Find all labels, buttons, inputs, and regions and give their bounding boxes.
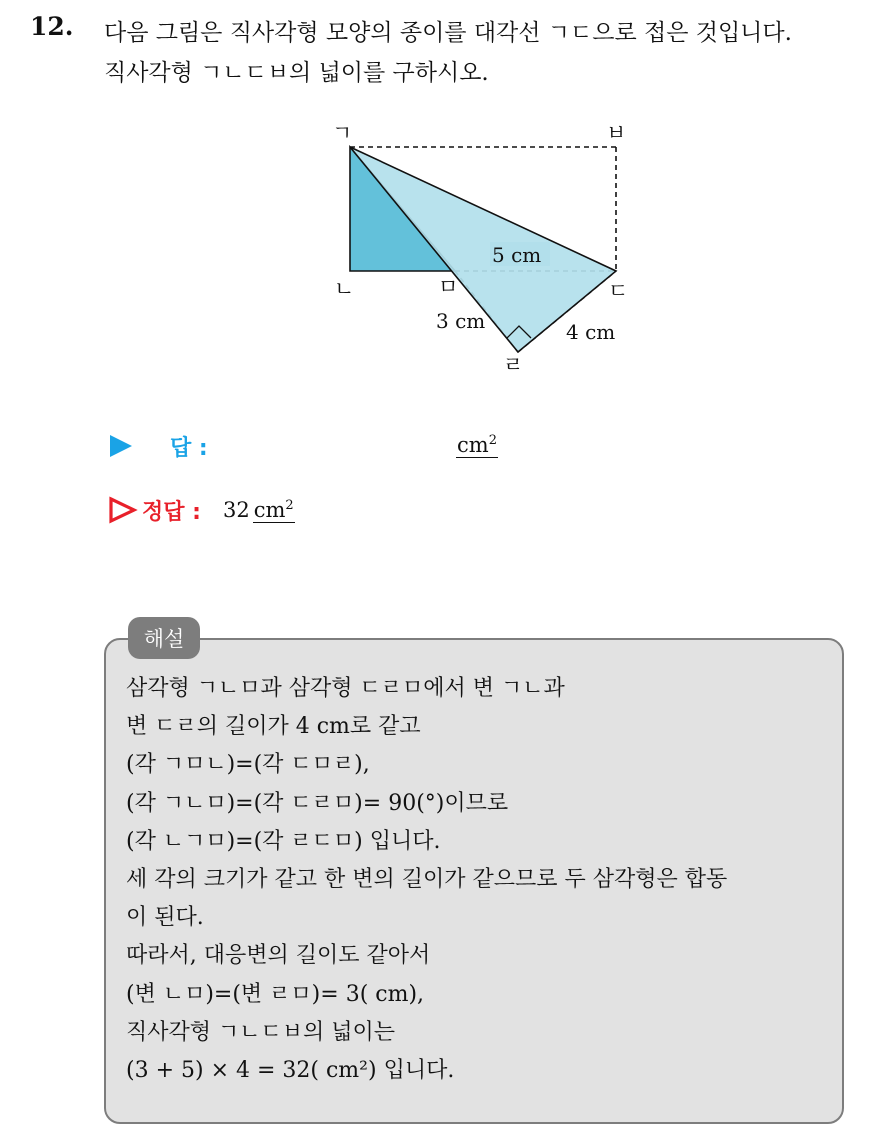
correct-answer-row: [108, 490, 295, 530]
correct-answer-label: 정답 :: [142, 499, 201, 525]
answer-row: [108, 426, 208, 466]
solution-line: 변 ㄷㄹ의 길이가 4 cm로 같고: [126, 714, 421, 740]
solution-line: (각 ㄱㅁㄴ)=(각 ㄷㅁㄹ),: [126, 752, 370, 778]
folded-rectangle-figure: [318, 118, 648, 378]
length-label-3cm: 3 cm: [436, 309, 486, 333]
answer-blank[interactable]: [456, 426, 498, 466]
length-label-4cm: 4 cm: [566, 320, 616, 344]
answer-unit: $cm^2$: [457, 432, 497, 457]
question-text-line1: 다음 그림은 직사각형 모양의 종이를 대각선 ㄱㄷ으로 접은 것입니다.: [104, 20, 792, 46]
play-triangle-icon: [108, 433, 134, 459]
outline-triangle-icon: [108, 496, 138, 524]
solution-line: (각 ㄱㄴㅁ)=(각 ㄷㄹㅁ)= 90(°)이므로: [126, 790, 509, 816]
solution-line: 세 각의 크기가 같고 한 변의 길이가 같으므로 두 삼각형은 합동: [126, 866, 728, 892]
vertex-label-d: ㄷ: [608, 279, 629, 303]
question-text-line2: 직사각형 ㄱㄴㄷㅂ의 넓이를 구하시오.: [104, 60, 489, 86]
vertex-label-g: ㄱ: [332, 121, 353, 145]
correct-answer-value: 32 $cm^2$: [222, 497, 294, 522]
solution-line: 따라서, 대응변의 길이도 같아서: [126, 943, 431, 969]
solution-line: (변 ㄴㅁ)=(변 ㄹㅁ)= 3( cm),: [126, 981, 425, 1007]
question-number: 12.: [30, 12, 74, 41]
vertex-label-r: ㄹ: [503, 353, 524, 377]
solution-line: 직사각형 ㄱㄴㄷㅂ의 넓이는: [126, 1019, 396, 1045]
vertex-label-b: ㅂ: [606, 121, 627, 145]
solution-line: 이 된다.: [126, 905, 204, 931]
vertex-label-n: ㄴ: [334, 277, 355, 301]
vertex-label-m: ㅁ: [438, 275, 459, 299]
solution-tab: 해설: [128, 617, 200, 659]
length-label-5cm: 5 cm: [492, 243, 542, 267]
solution-text: [126, 670, 836, 1090]
answer-label: 답 :: [170, 435, 208, 461]
solution-line: 삼각형 ㄱㄴㅁ과 삼각형 ㄷㄹㅁ에서 변 ㄱㄴ과: [126, 676, 565, 701]
solution-line: (3 + 5) × 4 = 32( cm²) 입니다.: [126, 1057, 455, 1083]
solution-line: (각 ㄴㄱㅁ)=(각 ㄹㄷㅁ) 입니다.: [126, 828, 441, 854]
